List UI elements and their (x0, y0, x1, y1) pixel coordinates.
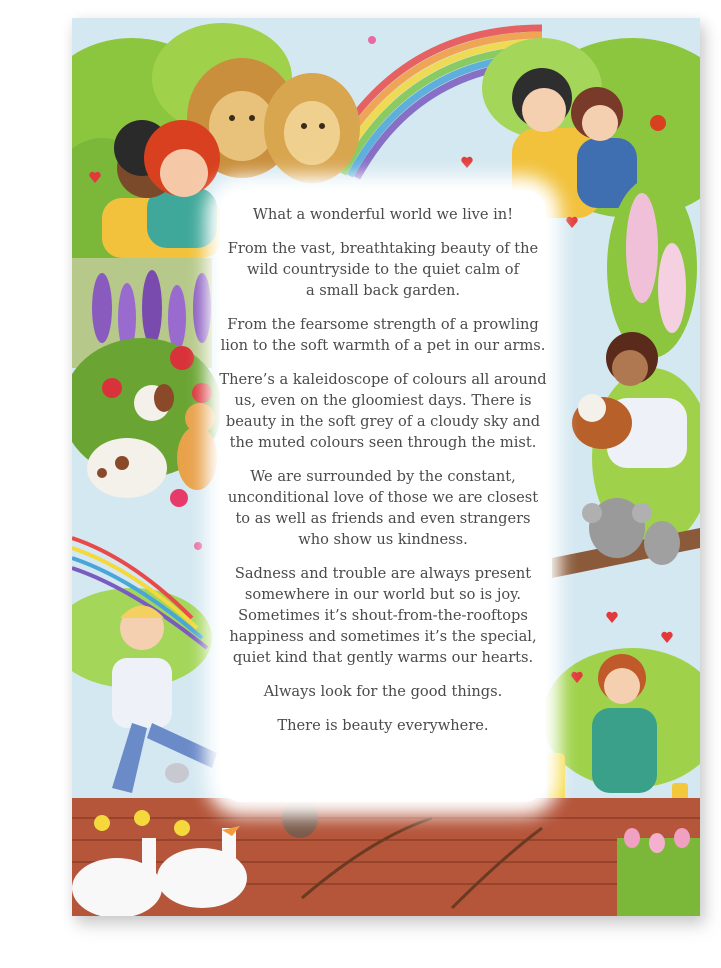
greeting-card (72, 18, 700, 916)
message-paragraph-countryside: From the vast, breathtaking beauty of the wild countryside to the quiet calm of a small back garden. (227, 240, 539, 299)
message-line-1: What a wonderful world we live in! (252, 206, 514, 223)
message-paragraph-colours: There’s a kaleidoscope of colours all around us, even on the gloomiest days. There is beauty in the soft grey of a cloudy sky and the muted colours seen through the mist. (219, 371, 547, 451)
brick-wall-illustration (72, 798, 700, 916)
message-paragraph-joy: Sadness and trouble are always present somewhere in our world but so is joy. Sometimes it’s shout-from-the-rooftops happiness and sometimes it’s the special, quiet kind that gently warms our hearts. (229, 565, 537, 666)
card-message (215, 204, 551, 749)
tulips-illustration (617, 828, 700, 916)
foxglove-illustration (607, 178, 697, 358)
message-line-good-things: Always look for the good things. (263, 683, 503, 700)
message-paragraph-love: We are surrounded by the constant, unconditional love of those we are closest to as well as friends and even strangers who show us kindness. (227, 468, 539, 548)
message-line-beauty: There is beauty everywhere. (277, 717, 489, 734)
message-paragraph-lion: From the fearsome strength of a prowling lion to the soft warmth of a pet in our arms. (220, 316, 546, 354)
